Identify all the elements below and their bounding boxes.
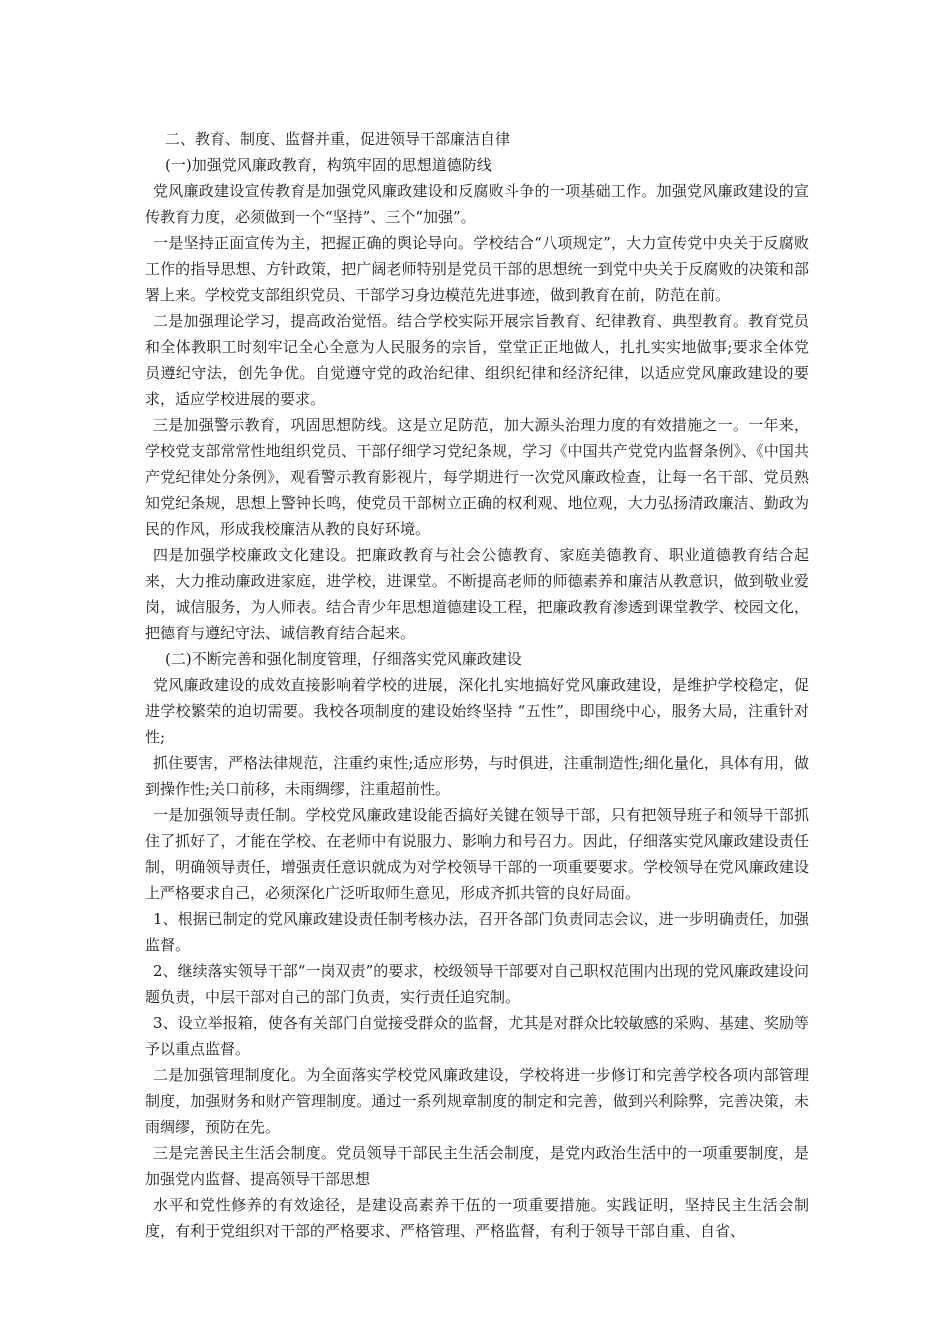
paragraph-3: 二是加强理论学习，提高政治觉悟。结合学校实际开展宗旨教育、纪律教育、典型教育。教育党员和全体教职工时刻牢记全心全意为人民服务的宗旨，堂堂正正地做人，扎扎实实地做事;要求全体党员遵纪守法，创先争优。自觉遵守党的政治纪律、组织纪律和经济纪律，以适应党风廉政建设的要求，适应学校进展的要求。 — [145, 312, 809, 408]
paragraph-14: 水平和党性修养的有效途径，是建设高素养干伍的一项重要措施。实践证明，坚持民主生活会制度，有利于党组织对干部的严格要求、严格管理、严格监督，有利于领导干部自重、自省、 — [145, 1196, 809, 1240]
section-heading: 二、教育、制度、监督并重，促进领导干部廉洁自律 — [165, 130, 511, 148]
paragraph-10: 2、继续落实领导干部“一岗双责”的要求，校级领导干部要对自己职权范围内出现的党风廉政建设问题负责，中层干部对自己的部门负责，实行责任追究制。 — [145, 962, 809, 1006]
paragraph-6: 党风廉政建设的成效直接影响着学校的进展，深化扎实地搞好党风廉政建设，是维护学校稳定，促进学校繁荣的迫切需要。我校各项制度的建设始终坚持 “五性”，即围绕中心，服务大局，注重针对性; — [145, 676, 809, 746]
subsection-heading-2: (二)不断完善和强化制度管理，仔细落实党风廉政建设 — [165, 650, 522, 668]
paragraph-1: 党风廉政建设宣传教育是加强党风廉政建设和反腐败斗争的一项基础工作。加强党风廉政建设的宣传教育力度，必须做到一个“坚持”、三个“加强”。 — [145, 182, 809, 226]
paragraph-5: 四是加强学校廉政文化建设。把廉政教育与社会公德教育、家庭美德教育、职业道德教育结合起来，大力推动廉政进家庭，进学校，进课堂。不断提高老师的师德素养和廉洁从教意识，做到敬业爱岗，诚信服务，为人师表。结合青少年思想道德建设工程，把廉政教育渗透到课堂教学、校园文化，把德育与遵纪守法、诚信教育结合起来。 — [145, 546, 809, 642]
paragraph-12: 二是加强管理制度化。为全面落实学校党风廉政建设，学校将进一步修订和完善学校各项内部管理制度，加强财务和财产管理制度。通过一系列规章制度的制定和完善，做到兴利除弊，完善决策，未雨绸缪，预防在先。 — [145, 1066, 809, 1136]
document-body — [145, 126, 809, 1244]
paragraph-4: 三是加强警示教育，巩固思想防线。这是立足防范，加大源头治理力度的有效措施之一。一年来，学校党支部常常性地组织党员、干部仔细学习党纪条规，学习《中国共产党党内监督条例》、《中国共产党纪律处分条例》，观看警示教育影视片，每学期进行一次党风廉政检查，让每一名干部、党员熟知党纪条规，思想上警钟长鸣，使党员干部树立正确的权利观、地位观，大力弘扬清政廉洁、勤政为民的作风，形成我校廉洁从教的良好环境。 — [145, 416, 809, 538]
paragraph-8: 一是加强领导责任制。学校党风廉政建设能否搞好关键在领导干部，只有把领导班子和领导干部抓住了抓好了，才能在学校、在老师中有说服力、影响力和号召力。因此，仔细落实党风廉政建设责任制，明确领导责任，增强责任意识就成为对学校领导干部的一项重要要求。学校领导在党风廉政建设上严格要求自己，必须深化广泛听取师生意见，形成齐抓共管的良好局面。 — [145, 806, 809, 902]
paragraph-9: 1、根据已制定的党风廉政建设责任制考核办法，召开各部门负责同志会议，进一步明确责任，加强监督。 — [145, 910, 809, 954]
paragraph-7: 抓住要害，严格法律规范，注重约束性;适应形势，与时俱进，注重制造性;细化量化，具体有用，做到操作性;关口前移，未雨绸缪，注重超前性。 — [145, 754, 809, 798]
paragraph-13: 三是完善民主生活会制度。党员领导干部民主生活会制度，是党内政治生活中的一项重要制度，是加强党内监督、提高领导干部思想 — [145, 1144, 809, 1188]
paragraph-2: 一是坚持正面宣传为主，把握正确的舆论导向。学校结合“八项规定”，大力宣传党中央关于反腐败工作的指导思想、方针政策，把广阔老师特别是党员干部的思想统一到党中央关于反腐败的决策和部署上来。学校党支部组织党员、干部学习身边模范先进事迹，做到教育在前，防范在前。 — [145, 234, 809, 304]
subsection-heading-1: (一)加强党风廉政教育，构筑牢固的思想道德防线 — [165, 156, 492, 174]
paragraph-11: 3、设立举报箱，使各有关部门自觉接受群众的监督，尤其是对群众比较敏感的采购、基建、奖励等予以重点监督。 — [145, 1014, 809, 1058]
